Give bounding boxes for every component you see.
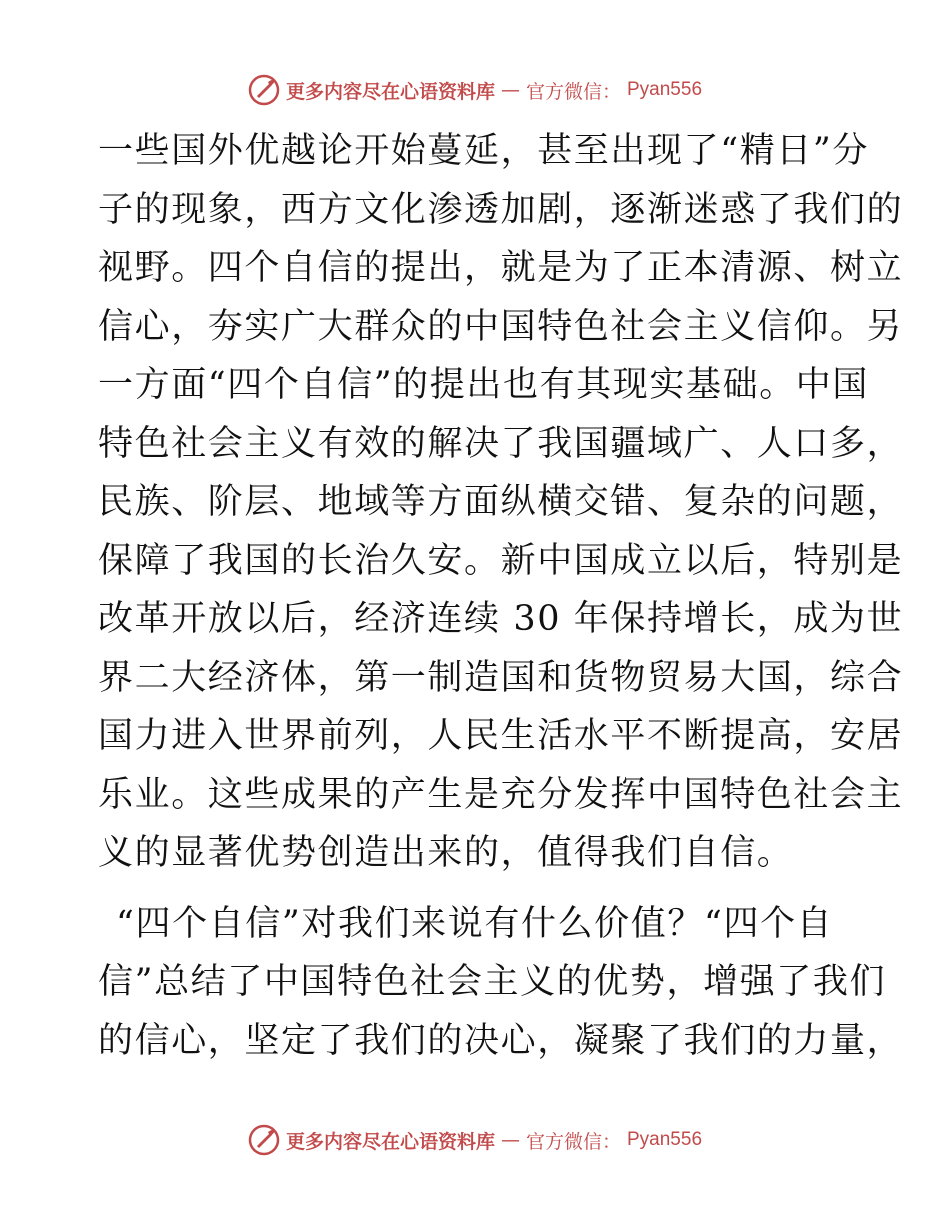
paragraph-1-line-11: 国力进入世界前列，人民生活水平不断提高，安居: [98, 716, 904, 756]
paragraph-2-line-1: “四个自信”对我们来说有什么价值？“四个自: [116, 903, 834, 944]
paragraph-1-line-5: 一方面“四个自信”的提出也有其现实基础。中国: [98, 365, 869, 405]
paragraph-1-line-13: 义的显著优势创造出来的，值得我们自信。: [98, 833, 794, 873]
paragraph-1: [98, 122, 904, 883]
paragraph-1-line-3: 视野。四个自信的提出，就是为了正本清源、树立: [98, 248, 904, 288]
paragraph-1-line-10: 界二大经济体，第一制造国和货物贸易大国，综合: [98, 657, 904, 698]
paragraph-1-line-2: 子的现象，西方文化渗透加剧，逐渐迷惑了我们的: [98, 189, 904, 230]
paragraph-1-line-7: 民族、阶层、地域等方面纵横交错、复杂的问题，: [98, 482, 904, 522]
paragraph-1-line-6: 特色社会主义有效的解决了我国疆域广、人口多，: [98, 423, 904, 464]
footer-wechat-id: Pyan556: [627, 1129, 703, 1150]
footer-banner: [0, 1120, 950, 1160]
paragraph-2-line-2: 信”总结了中国特色社会主义的优势，增强了我们: [98, 962, 887, 1002]
paragraph-gap: [98, 883, 858, 895]
paragraph-2: [98, 895, 904, 1071]
footer-wechat-label: 官方微信：: [525, 1130, 621, 1153]
paragraph-2-line-3: 的信心，坚定了我们的决心，凝聚了我们的力量，: [98, 1020, 904, 1061]
header-separator: —: [500, 79, 520, 101]
paragraph-1-line-4: 信心，夯实广大群众的中国特色社会主义信仰。另: [98, 306, 904, 347]
paragraph-1-line-8: 保障了我国的长治久安。新中国成立以后，特别是: [98, 540, 904, 581]
header-wechat-id: Pyan556: [627, 79, 703, 100]
header-brand: 更多内容尽在心语资料库: [285, 80, 495, 103]
footer-brand: 更多内容尽在心语资料库: [285, 1130, 495, 1153]
footer-separator: —: [500, 1129, 520, 1151]
paragraph-1-line-12: 乐业。这些成果的产生是充分发挥中国特色社会主: [98, 774, 904, 815]
header-banner: [0, 70, 950, 110]
quill-seal-icon: [248, 1124, 280, 1156]
paragraph-1-line-9: 改革开放以后，经济连续 30 年保持增长，成为世: [98, 599, 904, 639]
document-body: [98, 122, 904, 1070]
quill-seal-icon: [248, 74, 280, 106]
header-wechat-label: 官方微信：: [525, 80, 621, 103]
paragraph-1-line-1: 一些国外优越论开始蔓延，甚至出现了“精日”分: [98, 131, 869, 171]
